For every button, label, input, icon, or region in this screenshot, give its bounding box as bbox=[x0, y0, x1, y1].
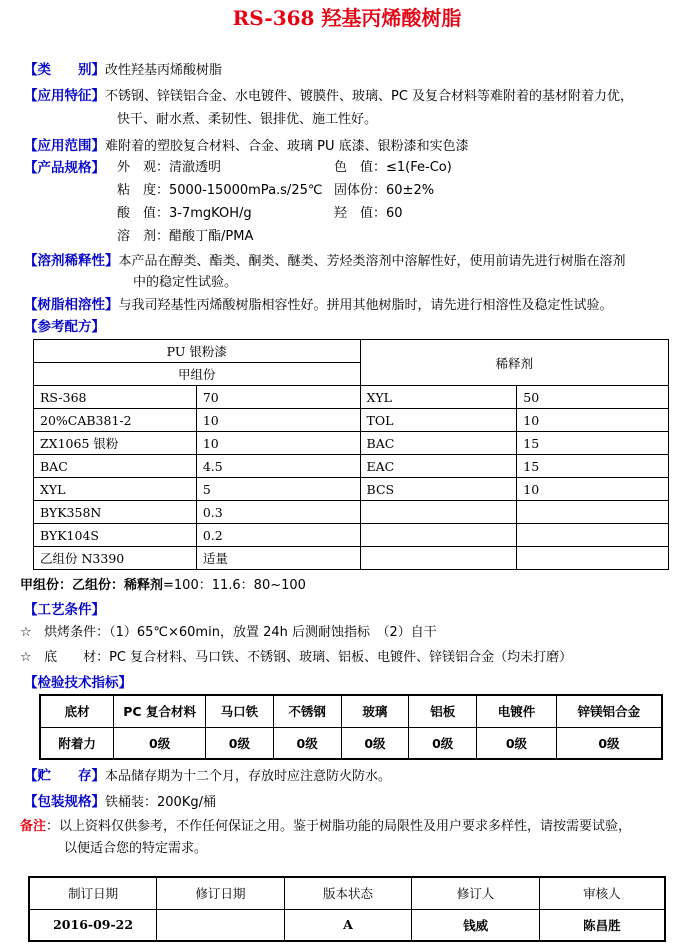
spec-viscosity bbox=[117, 181, 322, 201]
features-label: 【应用特征】 bbox=[24, 88, 105, 104]
cell: 15 bbox=[517, 455, 669, 478]
cell: 15 bbox=[517, 432, 669, 455]
category-label: 【类 别】 bbox=[24, 62, 105, 78]
spec-color-key: 色 值： bbox=[334, 160, 387, 175]
spec-acid-value: 3-7mgKOH/g bbox=[169, 206, 252, 221]
cell: BYK104S bbox=[34, 524, 197, 547]
test-value: 0级 bbox=[205, 727, 273, 759]
cell: XYL bbox=[34, 478, 197, 501]
features-row bbox=[24, 86, 633, 107]
formula-sub-left: 甲组份 bbox=[34, 363, 361, 386]
cell bbox=[360, 547, 517, 570]
formula-label: 【参考配方】 bbox=[24, 319, 105, 335]
cell: 70 bbox=[196, 386, 360, 409]
spec-hydroxyl-key: 羟 值： bbox=[334, 206, 387, 221]
test-value: 0级 bbox=[273, 727, 341, 759]
ratio-row bbox=[20, 576, 306, 596]
note-label: 备注 bbox=[20, 819, 47, 834]
test-header: 玻璃 bbox=[341, 695, 409, 727]
spec-acid bbox=[117, 204, 252, 224]
compat-row bbox=[24, 295, 613, 316]
revision-header: 修订人 bbox=[412, 877, 540, 909]
cell: RS-368 bbox=[34, 386, 197, 409]
storage-text: 本品储存期为十二个月，存放时应注意防火防水。 bbox=[105, 769, 392, 784]
cell bbox=[517, 547, 669, 570]
cell: 0.3 bbox=[196, 501, 360, 524]
table-row bbox=[29, 909, 665, 941]
cell: 0.2 bbox=[196, 524, 360, 547]
table-row bbox=[34, 478, 669, 501]
spec-acid-key: 酸 值： bbox=[117, 206, 170, 221]
revision-header: 制订日期 bbox=[29, 877, 157, 909]
bake-value: （1）65℃×60min，放置 24h 后测耐蚀指标 （2）自干 bbox=[109, 625, 437, 640]
spec-appearance-key: 外 观： bbox=[117, 160, 170, 175]
cell: EAC bbox=[360, 455, 517, 478]
revision-value: 2016-09-22 bbox=[29, 909, 157, 941]
process-label: 【工艺条件】 bbox=[24, 602, 105, 618]
process-bake-row bbox=[20, 623, 437, 643]
scope-label: 【应用范围】 bbox=[24, 138, 105, 154]
test-value: 附着力 bbox=[40, 727, 114, 759]
process-label-row bbox=[24, 600, 105, 620]
dilution-line1: 本产品在醇类、酯类、酮类、醚类、芳烃类溶剂中溶解性好，使用前请先进行树脂在溶剂 bbox=[118, 254, 626, 269]
cell: 50 bbox=[517, 386, 669, 409]
test-header: 锌镁铝合金 bbox=[556, 695, 662, 727]
table-row bbox=[34, 432, 669, 455]
storage-label: 【贮 存】 bbox=[24, 768, 105, 784]
test-header: 底材 bbox=[40, 695, 114, 727]
test-value: 0级 bbox=[114, 727, 206, 759]
cell: BCS bbox=[360, 478, 517, 501]
spec-solid-key: 固体份： bbox=[334, 183, 387, 198]
substrate-key: 底 材： bbox=[44, 650, 110, 665]
cell: XYL bbox=[360, 386, 517, 409]
revision-value: 陈昌胜 bbox=[539, 909, 665, 941]
cell: 10 bbox=[517, 409, 669, 432]
packing-text: 铁桶装：200Kg/桶 bbox=[105, 795, 216, 810]
specs-label: 【产品规格】 bbox=[24, 160, 105, 176]
spec-hydroxyl-value: 60 bbox=[386, 206, 403, 221]
ratio-label: 甲组份：乙组份：稀释剂 bbox=[20, 578, 164, 593]
features-line2: 快干、耐水煮、柔韧性、银排优、施工性好。 bbox=[117, 112, 378, 127]
table-row bbox=[34, 524, 669, 547]
cell: 乙组份 N3390 bbox=[34, 547, 197, 570]
dilution-label: 【溶剂稀释性】 bbox=[24, 253, 119, 269]
table-row bbox=[34, 386, 669, 409]
table-row bbox=[40, 695, 662, 727]
spec-solvent bbox=[117, 227, 253, 247]
cell bbox=[517, 524, 669, 547]
revision-value: 钱威 bbox=[412, 909, 540, 941]
category-row bbox=[24, 60, 222, 81]
substrate-value: PC 复合材料、马口铁、不锈钢、玻璃、铝板、电镀件、锌镁铝合金（均未打磨） bbox=[109, 650, 573, 665]
cell: ZX1065 银粉 bbox=[34, 432, 197, 455]
test-header: 铝板 bbox=[409, 695, 477, 727]
cell: 4.5 bbox=[196, 455, 360, 478]
table-row bbox=[29, 877, 665, 909]
table-row bbox=[34, 455, 669, 478]
dilution-row bbox=[24, 251, 626, 272]
test-header: 马口铁 bbox=[205, 695, 273, 727]
spec-color bbox=[334, 158, 452, 178]
cell bbox=[360, 524, 517, 547]
spec-viscosity-value: 5000-15000mPa.s/25℃ bbox=[169, 183, 323, 198]
cell: BYK358N bbox=[34, 501, 197, 524]
test-table bbox=[39, 694, 663, 760]
cell bbox=[517, 501, 669, 524]
note-row bbox=[20, 817, 631, 837]
specs-label-row bbox=[24, 158, 105, 178]
test-value: 0级 bbox=[477, 727, 557, 759]
cell: 适量 bbox=[196, 547, 360, 570]
revision-table bbox=[28, 876, 666, 942]
cell: TOL bbox=[360, 409, 517, 432]
spec-viscosity-key: 粘 度： bbox=[117, 183, 170, 198]
storage-row bbox=[24, 766, 391, 787]
revision-header: 版本状态 bbox=[284, 877, 412, 909]
test-value: 0级 bbox=[409, 727, 477, 759]
spec-solvent-key: 溶 剂： bbox=[117, 229, 170, 244]
formula-label-row bbox=[24, 317, 105, 337]
page-title: RS-368 羟基丙烯酸树脂 bbox=[232, 6, 462, 30]
test-label-row bbox=[24, 673, 132, 693]
test-value: 0级 bbox=[341, 727, 409, 759]
dilution-line2: 中的稳定性试验。 bbox=[133, 275, 238, 290]
compat-label: 【树脂相溶性】 bbox=[24, 297, 119, 313]
formula-header-right: 稀释剂 bbox=[360, 340, 668, 386]
spec-appearance bbox=[117, 158, 221, 178]
table-row bbox=[40, 727, 662, 759]
packing-label: 【包装规格】 bbox=[24, 794, 105, 810]
note-line1: ：以上资料仅供参考，不作任何保证之用。鉴于树脂功能的局限性及用户要求多样性，请按需要试验， bbox=[46, 819, 632, 834]
test-header: PC 复合材料 bbox=[114, 695, 206, 727]
spec-solid bbox=[334, 181, 434, 201]
cell: BAC bbox=[360, 432, 517, 455]
cell: 10 bbox=[196, 409, 360, 432]
process-substrate-row bbox=[20, 648, 572, 668]
star-icon: ☆ bbox=[20, 625, 32, 640]
scope-row bbox=[24, 136, 469, 157]
revision-header: 修订日期 bbox=[157, 877, 285, 909]
ratio-value: =100：11.6：80~100 bbox=[163, 578, 306, 593]
cell: 10 bbox=[517, 478, 669, 501]
test-header: 不锈钢 bbox=[273, 695, 341, 727]
star-icon: ☆ bbox=[20, 650, 32, 665]
spec-hydroxyl bbox=[334, 204, 403, 224]
test-header: 电镀件 bbox=[477, 695, 557, 727]
scope-text: 难附着的塑胶复合材料、合金、玻璃 PU 底漆、银粉漆和实色漆 bbox=[105, 139, 469, 154]
cell: BAC bbox=[34, 455, 197, 478]
formula-header-left: PU 银粉漆 bbox=[34, 340, 361, 363]
category-text: 改性羟基丙烯酸树脂 bbox=[105, 63, 223, 78]
test-label: 【检验技术指标】 bbox=[24, 675, 132, 691]
compat-text: 与我司羟基性丙烯酸树脂相容性好。拼用其他树脂时，请先进行相溶性及稳定性试验。 bbox=[118, 298, 613, 313]
revision-header: 审核人 bbox=[539, 877, 665, 909]
spec-solid-value: 60±2% bbox=[386, 183, 435, 198]
note-line2: 以便适合您的特定需求。 bbox=[64, 841, 208, 856]
table-row bbox=[34, 409, 669, 432]
features-line1: 不锈钢、锌镁铝合金、水电镀件、镀膜件、玻璃、PC 及复合材料等难附着的基材附着力优， bbox=[105, 89, 634, 104]
bake-key: 烘烤条件： bbox=[44, 625, 110, 640]
cell: 20%CAB381-2 bbox=[34, 409, 197, 432]
table-row bbox=[34, 547, 669, 570]
spec-color-value: ≤1(Fe-Co) bbox=[386, 160, 452, 175]
table-row bbox=[34, 501, 669, 524]
spec-solvent-value: 醋酸丁酯/PMA bbox=[169, 229, 254, 244]
packing-row bbox=[24, 792, 216, 813]
test-value: 0级 bbox=[556, 727, 662, 759]
cell: 5 bbox=[196, 478, 360, 501]
revision-value: A bbox=[284, 909, 412, 941]
revision-value bbox=[157, 909, 285, 941]
cell: 10 bbox=[196, 432, 360, 455]
formula-table bbox=[33, 339, 669, 570]
cell bbox=[360, 501, 517, 524]
spec-appearance-value: 清澈透明 bbox=[169, 160, 222, 175]
